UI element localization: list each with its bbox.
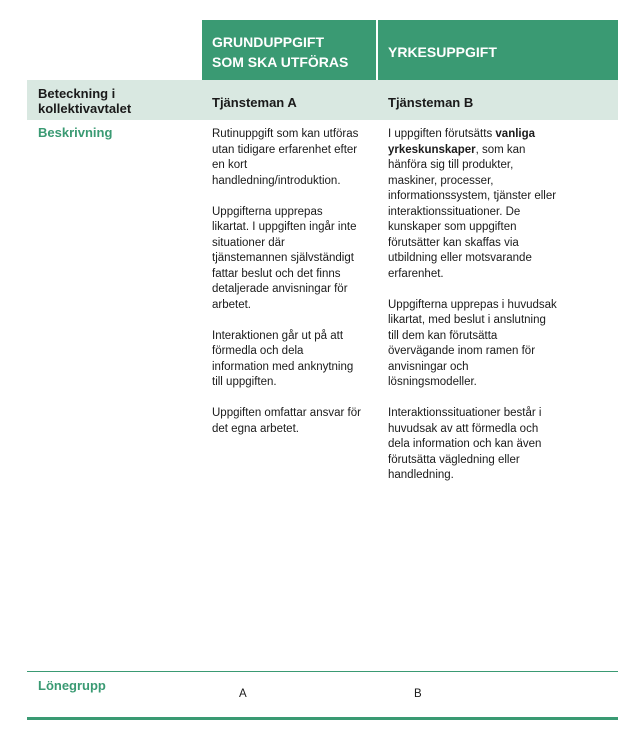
divider-line <box>27 671 618 672</box>
pay-group-col-a: A <box>239 688 247 700</box>
description-col-b <box>388 127 558 499</box>
header-yrkesuppgift-text: YRKESUPPGIFT <box>388 44 497 60</box>
description-b-paragraph: Interaktionssituationer består i huvudsak av att förmedla och dela information och kan även förutsätta vägledning eller handledning. <box>388 407 542 481</box>
pay-group-col-b: B <box>414 688 422 700</box>
designation-col-a: Tjänsteman A <box>212 95 297 110</box>
description-b-p1-post: , som kan hänföra sig till produkter, maskiner, processer, informationssystem, tjänster eller interaktionssituationer. De kunskaper som uppgiften förutsätter kan skaffas via utbildning eller motsvarande erfarenhet. <box>388 143 557 280</box>
description-a-paragraph: Uppgiften omfattar ansvar för det egna arbetet. <box>212 407 361 435</box>
description-a-paragraph: Interaktionen går ut på att förmedla och dela information med anknytning till uppgiften. <box>212 329 354 388</box>
designation-col-b: Tjänsteman B <box>388 95 474 110</box>
header-grunduppgift-line1: GRUNDUPPGIFT <box>212 34 324 50</box>
bottom-rule <box>27 717 618 720</box>
header-grunduppgift-line2: SOM SKA UTFÖRAS <box>212 54 349 70</box>
description-col-a <box>212 127 362 453</box>
header-grunduppgift <box>202 20 376 80</box>
designation-label: Beteckning i kollektivavtalet <box>38 86 132 116</box>
header-yrkesuppgift <box>378 20 618 80</box>
description-label: Beskrivning <box>38 125 113 140</box>
description-b-p1-pre: I uppgiften förutsätts <box>388 128 496 140</box>
description-b-p1-bold: vanliga yrkeskunskaper <box>388 128 536 156</box>
description-b-paragraph: Uppgifterna upprepas i huvudsak likartat, med beslut i anslutning till dem kan förutsätta övervägande inom ramen för anvisningar och lösningsmodeller. <box>388 298 557 388</box>
description-a-paragraph: Uppgifterna upprepas likartat. I uppgiften ingår inte situationer där tjänstemannen självständigt fattar beslut och det finns detaljerade anvisningar för arbetet. <box>212 205 357 311</box>
description-a-paragraph: Rutinuppgift som kan utföras utan tidigare erfarenhet efter en kort handledning/introduktion. <box>212 128 359 187</box>
description-b-paragraph <box>388 127 558 282</box>
pay-group-label: Lönegrupp <box>38 678 106 693</box>
